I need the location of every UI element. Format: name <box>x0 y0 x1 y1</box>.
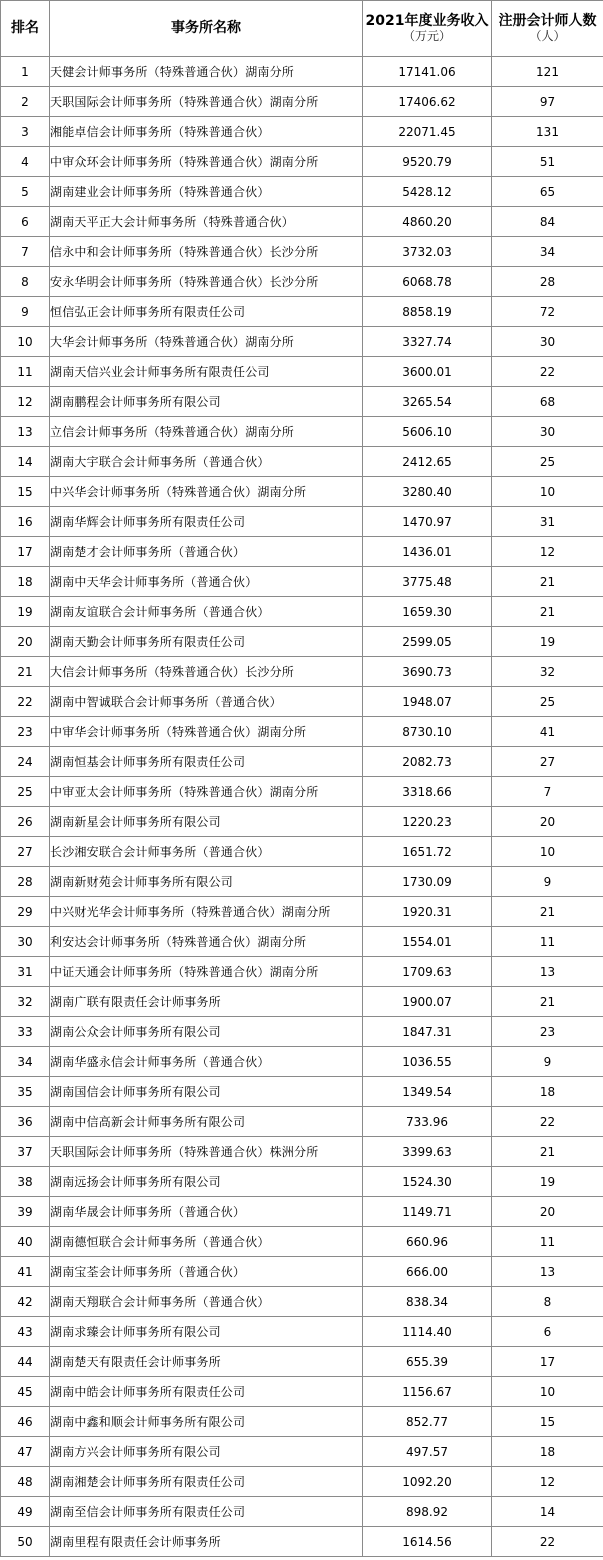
revenue-cell: 1948.07 <box>363 687 492 717</box>
table-row <box>1 957 603 987</box>
cpa-count-cell: 21 <box>492 987 603 1017</box>
revenue-cell: 2599.05 <box>363 627 492 657</box>
revenue-cell: 838.34 <box>363 1287 492 1317</box>
cpa-count-cell: 30 <box>492 417 603 447</box>
firm-name-cell: 安永华明会计师事务所（特殊普通合伙）长沙分所 <box>50 267 363 297</box>
table-row <box>1 327 603 357</box>
cpa-count-cell: 8 <box>492 1287 603 1317</box>
firm-name-cell: 湖南友谊联合会计师事务所（普通合伙） <box>50 597 363 627</box>
rank-cell: 30 <box>1 927 50 957</box>
rank-cell: 16 <box>1 507 50 537</box>
rank-cell: 50 <box>1 1527 50 1557</box>
cpa-count-cell: 20 <box>492 807 603 837</box>
cpa-count-cell: 21 <box>492 897 603 927</box>
cpa-count-cell: 25 <box>492 447 603 477</box>
rank-cell: 1 <box>1 57 50 87</box>
rank-cell: 40 <box>1 1227 50 1257</box>
table-row <box>1 747 603 777</box>
firm-name-cell: 湖南中天华会计师事务所（普通合伙） <box>50 567 363 597</box>
firm-name-cell: 湖南里程有限责任会计师事务所 <box>50 1527 363 1557</box>
rank-cell: 15 <box>1 477 50 507</box>
revenue-cell: 1659.30 <box>363 597 492 627</box>
firm-name-cell: 天健会计师事务所（特殊普通合伙）湖南分所 <box>50 57 363 87</box>
rank-cell: 43 <box>1 1317 50 1347</box>
table-body <box>1 57 603 1557</box>
revenue-cell: 898.92 <box>363 1497 492 1527</box>
rank-cell: 39 <box>1 1197 50 1227</box>
firm-name-cell: 湖南宝荃会计师事务所（普通合伙） <box>50 1257 363 1287</box>
header-cpa-count <box>492 1 603 57</box>
rank-cell: 10 <box>1 327 50 357</box>
rank-cell: 9 <box>1 297 50 327</box>
firm-name-cell: 大华会计师事务所（特殊普通合伙）湖南分所 <box>50 327 363 357</box>
cpa-count-cell: 21 <box>492 597 603 627</box>
cpa-count-cell: 9 <box>492 1047 603 1077</box>
revenue-cell: 1436.01 <box>363 537 492 567</box>
table-row <box>1 507 603 537</box>
rank-cell: 35 <box>1 1077 50 1107</box>
table-row <box>1 1347 603 1377</box>
rank-cell: 24 <box>1 747 50 777</box>
revenue-cell: 2412.65 <box>363 447 492 477</box>
header-cpa-label: 注册会计师人数 <box>498 12 597 29</box>
firm-name-cell: 湖南方兴会计师事务所有限公司 <box>50 1437 363 1467</box>
firm-name-cell: 湖南大宇联合会计师事务所（普通合伙） <box>50 447 363 477</box>
rank-cell: 21 <box>1 657 50 687</box>
rank-cell: 19 <box>1 597 50 627</box>
revenue-cell: 1149.71 <box>363 1197 492 1227</box>
table-row <box>1 297 603 327</box>
revenue-cell: 655.39 <box>363 1347 492 1377</box>
cpa-count-cell: 17 <box>492 1347 603 1377</box>
table-row <box>1 537 603 567</box>
firm-name-cell: 湖南楚才会计师事务所（普通合伙） <box>50 537 363 567</box>
cpa-count-cell: 19 <box>492 627 603 657</box>
cpa-count-cell: 32 <box>492 657 603 687</box>
cpa-count-cell: 84 <box>492 207 603 237</box>
firm-name-cell: 湖南远扬会计师事务所有限公司 <box>50 1167 363 1197</box>
firm-name-cell: 中证天通会计师事务所（特殊普通合伙）湖南分所 <box>50 957 363 987</box>
table-row <box>1 1197 603 1227</box>
revenue-cell: 1900.07 <box>363 987 492 1017</box>
table-row <box>1 687 603 717</box>
rank-cell: 37 <box>1 1137 50 1167</box>
revenue-cell: 1524.30 <box>363 1167 492 1197</box>
cpa-count-cell: 28 <box>492 267 603 297</box>
header-revenue <box>363 1 492 57</box>
rank-cell: 32 <box>1 987 50 1017</box>
header-rank: 排名 <box>1 1 50 57</box>
firm-name-cell: 湖南天平正大会计师事务所（特殊普通合伙） <box>50 207 363 237</box>
rank-cell: 27 <box>1 837 50 867</box>
table-row <box>1 657 603 687</box>
table-row <box>1 1047 603 1077</box>
firm-name-cell: 湖南新星会计师事务所有限公司 <box>50 807 363 837</box>
rank-cell: 22 <box>1 687 50 717</box>
revenue-cell: 3265.54 <box>363 387 492 417</box>
firm-name-cell: 恒信弘正会计师事务所有限责任公司 <box>50 297 363 327</box>
revenue-cell: 497.57 <box>363 1437 492 1467</box>
firm-name-cell: 大信会计师事务所（特殊普通合伙）长沙分所 <box>50 657 363 687</box>
cpa-count-cell: 10 <box>492 1377 603 1407</box>
firm-name-cell: 湖南国信会计师事务所有限公司 <box>50 1077 363 1107</box>
firm-name-cell: 湖南求臻会计师事务所有限公司 <box>50 1317 363 1347</box>
firm-name-cell: 长沙湘安联合会计师事务所（普通合伙） <box>50 837 363 867</box>
cpa-count-cell: 22 <box>492 1107 603 1137</box>
firm-name-cell: 天职国际会计师事务所（特殊普通合伙）株洲分所 <box>50 1137 363 1167</box>
revenue-cell: 17406.62 <box>363 87 492 117</box>
cpa-count-cell: 31 <box>492 507 603 537</box>
revenue-cell: 3318.66 <box>363 777 492 807</box>
table-row <box>1 177 603 207</box>
cpa-count-cell: 9 <box>492 867 603 897</box>
table-row <box>1 1017 603 1047</box>
table-row <box>1 57 603 87</box>
table-row <box>1 1527 603 1557</box>
firm-name-cell: 湖南中皓会计师事务所有限责任公司 <box>50 1377 363 1407</box>
firm-name-cell: 湖南华辉会计师事务所有限责任公司 <box>50 507 363 537</box>
rank-cell: 5 <box>1 177 50 207</box>
header-revenue-label: 2021年度业务收入 <box>365 12 489 29</box>
revenue-cell: 660.96 <box>363 1227 492 1257</box>
rank-cell: 38 <box>1 1167 50 1197</box>
cpa-count-cell: 13 <box>492 957 603 987</box>
rank-cell: 28 <box>1 867 50 897</box>
rank-cell: 49 <box>1 1497 50 1527</box>
table-row <box>1 897 603 927</box>
cpa-count-cell: 11 <box>492 927 603 957</box>
rank-cell: 8 <box>1 267 50 297</box>
cpa-count-cell: 97 <box>492 87 603 117</box>
cpa-count-cell: 51 <box>492 147 603 177</box>
rank-cell: 33 <box>1 1017 50 1047</box>
firm-name-cell: 湖南华盛永信会计师事务所（普通合伙） <box>50 1047 363 1077</box>
table-row <box>1 1107 603 1137</box>
table-row <box>1 717 603 747</box>
revenue-cell: 3690.73 <box>363 657 492 687</box>
firm-name-cell: 湖南天翔联合会计师事务所（普通合伙） <box>50 1287 363 1317</box>
firm-name-cell: 天职国际会计师事务所（特殊普通合伙）湖南分所 <box>50 87 363 117</box>
rank-cell: 12 <box>1 387 50 417</box>
rank-cell: 18 <box>1 567 50 597</box>
revenue-cell: 3280.40 <box>363 477 492 507</box>
rank-cell: 6 <box>1 207 50 237</box>
table-row <box>1 1467 603 1497</box>
table-row <box>1 1227 603 1257</box>
cpa-count-cell: 34 <box>492 237 603 267</box>
revenue-cell: 1349.54 <box>363 1077 492 1107</box>
cpa-count-cell: 12 <box>492 1467 603 1497</box>
rank-cell: 47 <box>1 1437 50 1467</box>
table-row <box>1 1287 603 1317</box>
table-row <box>1 387 603 417</box>
revenue-cell: 1554.01 <box>363 927 492 957</box>
firm-name-cell: 湖南华晟会计师事务所（普通合伙） <box>50 1197 363 1227</box>
revenue-cell: 1156.67 <box>363 1377 492 1407</box>
table-row <box>1 147 603 177</box>
cpa-count-cell: 12 <box>492 537 603 567</box>
firm-name-cell: 湖南新财苑会计师事务所有限公司 <box>50 867 363 897</box>
cpa-count-cell: 15 <box>492 1407 603 1437</box>
table-row <box>1 837 603 867</box>
firm-name-cell: 湖南天信兴业会计师事务所有限责任公司 <box>50 357 363 387</box>
table-row <box>1 237 603 267</box>
table-row <box>1 807 603 837</box>
table-row <box>1 417 603 447</box>
firm-name-cell: 湖南至信会计师事务所有限责任公司 <box>50 1497 363 1527</box>
firm-name-cell: 湖南鹏程会计师事务所有限公司 <box>50 387 363 417</box>
firm-name-cell: 湖南公众会计师事务所有限公司 <box>50 1017 363 1047</box>
cpa-count-cell: 23 <box>492 1017 603 1047</box>
firm-name-cell: 湖南德恒联合会计师事务所（普通合伙） <box>50 1227 363 1257</box>
rank-cell: 4 <box>1 147 50 177</box>
rank-cell: 3 <box>1 117 50 147</box>
table-row <box>1 567 603 597</box>
revenue-cell: 1709.63 <box>363 957 492 987</box>
cpa-count-cell: 30 <box>492 327 603 357</box>
cpa-count-cell: 27 <box>492 747 603 777</box>
rank-cell: 34 <box>1 1047 50 1077</box>
header-revenue-unit: （万元） <box>402 28 451 43</box>
revenue-cell: 5606.10 <box>363 417 492 447</box>
table-row <box>1 927 603 957</box>
rank-cell: 17 <box>1 537 50 567</box>
header-firm-name: 事务所名称 <box>50 1 363 57</box>
table-row <box>1 777 603 807</box>
rank-cell: 11 <box>1 357 50 387</box>
firm-name-cell: 湖南恒基会计师事务所有限责任公司 <box>50 747 363 777</box>
firm-name-cell: 湖南天勤会计师事务所有限责任公司 <box>50 627 363 657</box>
rank-cell: 14 <box>1 447 50 477</box>
cpa-count-cell: 18 <box>492 1437 603 1467</box>
table-row <box>1 627 603 657</box>
firm-name-cell: 湖南广联有限责任会计师事务所 <box>50 987 363 1017</box>
firm-name-cell: 信永中和会计师事务所（特殊普通合伙）长沙分所 <box>50 237 363 267</box>
header-row <box>1 1 603 57</box>
firm-name-cell: 湖南湘楚会计师事务所有限责任公司 <box>50 1467 363 1497</box>
revenue-cell: 3600.01 <box>363 357 492 387</box>
rank-cell: 42 <box>1 1287 50 1317</box>
table-row <box>1 267 603 297</box>
revenue-cell: 3732.03 <box>363 237 492 267</box>
revenue-cell: 22071.45 <box>363 117 492 147</box>
firm-name-cell: 中兴财光华会计师事务所（特殊普通合伙）湖南分所 <box>50 897 363 927</box>
revenue-cell: 3399.63 <box>363 1137 492 1167</box>
cpa-count-cell: 21 <box>492 1137 603 1167</box>
revenue-cell: 1220.23 <box>363 807 492 837</box>
rank-cell: 13 <box>1 417 50 447</box>
cpa-count-cell: 13 <box>492 1257 603 1287</box>
rank-cell: 26 <box>1 807 50 837</box>
rank-cell: 7 <box>1 237 50 267</box>
table-row <box>1 1077 603 1107</box>
revenue-cell: 5428.12 <box>363 177 492 207</box>
rank-cell: 48 <box>1 1467 50 1497</box>
table-row <box>1 1317 603 1347</box>
cpa-count-cell: 65 <box>492 177 603 207</box>
revenue-cell: 8858.19 <box>363 297 492 327</box>
revenue-cell: 3775.48 <box>363 567 492 597</box>
revenue-cell: 8730.10 <box>363 717 492 747</box>
revenue-cell: 4860.20 <box>363 207 492 237</box>
table-row <box>1 447 603 477</box>
revenue-cell: 9520.79 <box>363 147 492 177</box>
revenue-cell: 1651.72 <box>363 837 492 867</box>
cpa-count-cell: 6 <box>492 1317 603 1347</box>
header-cpa-unit: （人） <box>529 28 566 43</box>
table-row <box>1 1257 603 1287</box>
cpa-count-cell: 131 <box>492 117 603 147</box>
table-row <box>1 477 603 507</box>
firm-name-cell: 湖南建业会计师事务所（特殊普通合伙） <box>50 177 363 207</box>
table-row <box>1 117 603 147</box>
revenue-cell: 733.96 <box>363 1107 492 1137</box>
revenue-cell: 1092.20 <box>363 1467 492 1497</box>
cpa-count-cell: 22 <box>492 357 603 387</box>
firm-name-cell: 湖南中鑫和顺会计师事务所有限公司 <box>50 1407 363 1437</box>
revenue-cell: 1470.97 <box>363 507 492 537</box>
revenue-cell: 666.00 <box>363 1257 492 1287</box>
rank-cell: 29 <box>1 897 50 927</box>
revenue-cell: 1614.56 <box>363 1527 492 1557</box>
table-row <box>1 357 603 387</box>
rank-cell: 25 <box>1 777 50 807</box>
table-row <box>1 1167 603 1197</box>
revenue-cell: 3327.74 <box>363 327 492 357</box>
revenue-cell: 17141.06 <box>363 57 492 87</box>
firm-name-cell: 湘能卓信会计师事务所（特殊普通合伙） <box>50 117 363 147</box>
rank-cell: 46 <box>1 1407 50 1437</box>
cpa-count-cell: 121 <box>492 57 603 87</box>
cpa-count-cell: 72 <box>492 297 603 327</box>
rank-cell: 36 <box>1 1107 50 1137</box>
table-row <box>1 597 603 627</box>
firm-name-cell: 中审华会计师事务所（特殊普通合伙）湖南分所 <box>50 717 363 747</box>
rank-cell: 45 <box>1 1377 50 1407</box>
revenue-cell: 1114.40 <box>363 1317 492 1347</box>
cpa-count-cell: 19 <box>492 1167 603 1197</box>
firm-name-cell: 湖南楚天有限责任会计师事务所 <box>50 1347 363 1377</box>
firm-name-cell: 立信会计师事务所（特殊普通合伙）湖南分所 <box>50 417 363 447</box>
firm-name-cell: 湖南中信高新会计师事务所有限公司 <box>50 1107 363 1137</box>
cpa-count-cell: 22 <box>492 1527 603 1557</box>
revenue-cell: 1920.31 <box>363 897 492 927</box>
firm-name-cell: 中审众环会计师事务所（特殊普通合伙）湖南分所 <box>50 147 363 177</box>
cpa-count-cell: 11 <box>492 1227 603 1257</box>
firm-name-cell: 中兴华会计师事务所（特殊普通合伙）湖南分所 <box>50 477 363 507</box>
table-row <box>1 1137 603 1167</box>
table-row <box>1 87 603 117</box>
cpa-count-cell: 41 <box>492 717 603 747</box>
firm-name-cell: 湖南中智诚联合会计师事务所（普通合伙） <box>50 687 363 717</box>
table-row <box>1 1437 603 1467</box>
rank-cell: 20 <box>1 627 50 657</box>
rank-cell: 31 <box>1 957 50 987</box>
cpa-count-cell: 10 <box>492 477 603 507</box>
cpa-count-cell: 14 <box>492 1497 603 1527</box>
revenue-cell: 1730.09 <box>363 867 492 897</box>
table-row <box>1 1407 603 1437</box>
revenue-cell: 1036.55 <box>363 1047 492 1077</box>
revenue-cell: 1847.31 <box>363 1017 492 1047</box>
rank-cell: 2 <box>1 87 50 117</box>
cpa-count-cell: 18 <box>492 1077 603 1107</box>
rank-cell: 44 <box>1 1347 50 1377</box>
table-row <box>1 987 603 1017</box>
table-row <box>1 207 603 237</box>
revenue-cell: 852.77 <box>363 1407 492 1437</box>
revenue-cell: 2082.73 <box>363 747 492 777</box>
revenue-cell: 6068.78 <box>363 267 492 297</box>
cpa-count-cell: 21 <box>492 567 603 597</box>
cpa-count-cell: 7 <box>492 777 603 807</box>
table-row <box>1 1497 603 1527</box>
cpa-count-cell: 68 <box>492 387 603 417</box>
cpa-count-cell: 20 <box>492 1197 603 1227</box>
firm-name-cell: 中审亚太会计师事务所（特殊普通合伙）湖南分所 <box>50 777 363 807</box>
table-row <box>1 1377 603 1407</box>
rank-cell: 23 <box>1 717 50 747</box>
rank-cell: 41 <box>1 1257 50 1287</box>
cpa-count-cell: 10 <box>492 837 603 867</box>
table-row <box>1 867 603 897</box>
firm-name-cell: 利安达会计师事务所（特殊普通合伙）湖南分所 <box>50 927 363 957</box>
cpa-count-cell: 25 <box>492 687 603 717</box>
